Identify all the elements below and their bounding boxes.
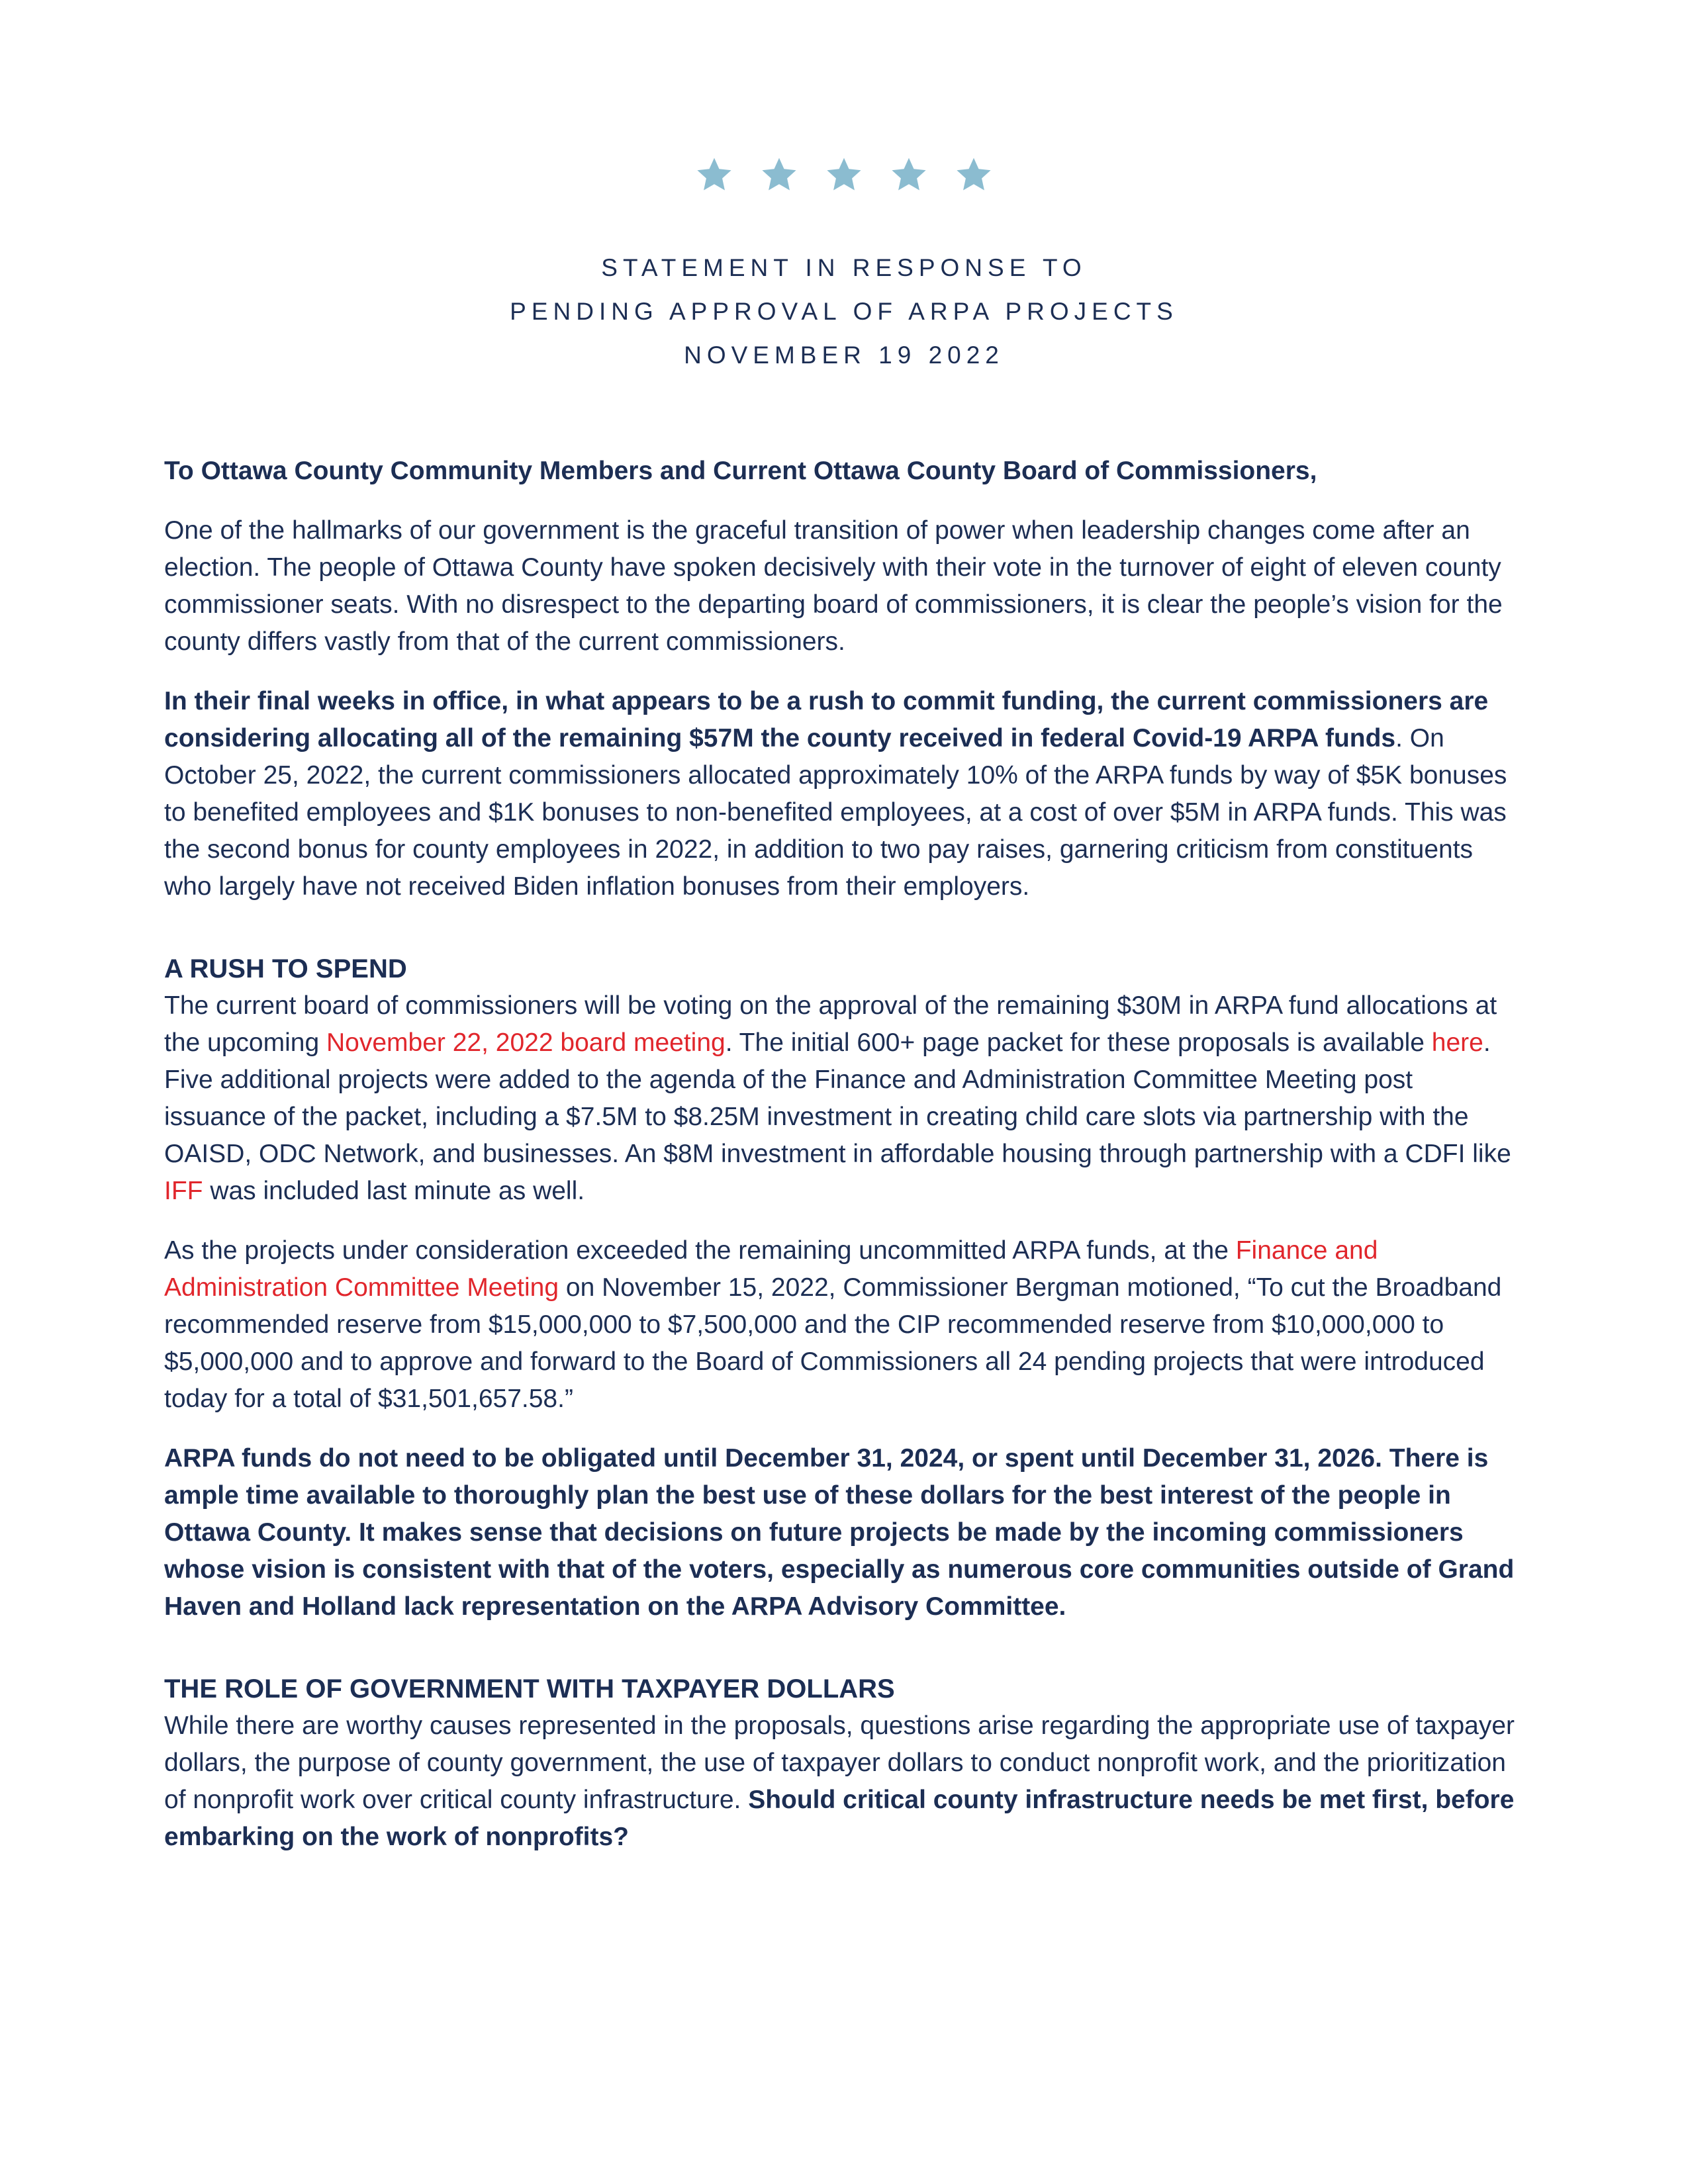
role-bold-question: Should critical county infrastructure needs be met first, before embarking on the work of nonprofits? [164,1786,1515,1851]
packet-here-link[interactable]: here [1431,1028,1483,1057]
rush-paragraph [164,987,1521,1210]
motion-text-2: on November 15, 2022, Commissioner Bergman motioned, “To cut the Broadband recommended reserve from $15,000,000 to $7,500,000 and the CIP recommended reserve from $10,000,000 to $5,000,000 and to approve and forward to the Board of Commissioners all 24 pending projects that were introduced today for a total of $31,501,657.58.” [164,1273,1502,1413]
header-line-1: STATEMENT IN RESPONSE TO [601,254,1087,281]
deadline-text-2: especially as numerous core communities outside of Grand Haven and Holland lack representation on the ARPA Advisory Committee. [164,1555,1515,1621]
rush-text-4: was included last minute as well. [203,1177,585,1205]
funding-paragraph [164,683,1521,905]
board-meeting-link[interactable]: November 22, 2022 board meeting [326,1028,726,1057]
deadline-text-1: ARPA funds do not need to be obligated until December 31, 2024, or spent until December 31, 2026. There is ample time available to thoroughly plan the best use of these dollars for the best interest of the people in Ottawa County. It makes sense that decisions on future projects be made by the incoming commissioners whose vision is consistent with that of the voters, [164,1444,1489,1584]
motion-paragraph [164,1232,1521,1418]
funding-bold-text: In their final weeks in office, in what appears to be a rush to commit funding, the current commissioners are considering allocating all of the remaining $57M the county received in federal Covid-19 ARPA funds [164,687,1489,752]
iff-link[interactable]: IFF [164,1177,203,1205]
rush-text-1: The current board of commissioners will be voting on the approval of the remaining $30M in ARPA fund allocations at the upcoming [164,991,1497,1057]
document-body [164,453,1521,1856]
role-paragraph [164,1707,1521,1856]
document-header [0,246,1688,377]
intro-paragraph: One of the hallmarks of our government is the graceful transition of power when leadership changes come after an election. The people of Ottawa County have spoken decisively with their vote in the turnover of eight of eleven county commissioner seats. With no disrespect to the departing board of commissioners, it is clear the people’s vision for the county differs vastly from that of the current commissioners. [164,516,1503,656]
role-text: While there are worthy causes represented in the proposals, questions arise regarding the appropriate use of taxpayer dollars, the purpose of county government, the use of taxpayer dollars to conduct nonprofit work, and the prioritization of nonprofit work over critical county infrastructure. [164,1711,1515,1814]
star-icon [955,156,993,194]
rush-text-3: . Five additional projects were added to the agenda of the Finance and Administration Committee Meeting post issuance of the packet, including a $7.5M to $8.25M investment in creating child care slots via partnership with the OAISD, ODC Network, and businesses. An $8M investment in affordable housing through partnership with a CDFI like [164,1028,1511,1168]
committee-meeting-link[interactable]: Finance and Administration Committee Meeting [164,1236,1378,1302]
funding-text: . On October 25, 2022, the current commissioners allocated approximately 10% of the ARPA funds by way of $5K bonuses to benefited employees and $1K bonuses to non-benefited employees, at a cost of over $5M in ARPA funds. This was the second bonus for county employees in 2022, in addition to two pay raises, garnering criticism from constituents who largely have not received Biden inflation bonuses from their employers. [164,724,1507,901]
deadline-paragraph [164,1440,1521,1625]
section-title-rush-to-spend: A RUSH TO SPEND [164,954,407,983]
motion-text-1: As the projects under consideration exceeded the remaining uncommitted ARPA funds, at the [164,1236,1236,1265]
section-title-role-of-government: THE ROLE OF GOVERNMENT WITH TAXPAYER DOLLARS [164,1674,895,1704]
star-icon [695,156,733,194]
salutation: To Ottawa County Community Members and Current Ottawa County Board of Commissioners, [164,457,1317,485]
star-icon [890,156,928,194]
header-line-3: NOVEMBER 19 2022 [684,341,1004,369]
rush-text-2: . The initial 600+ page packet for these proposals is available [725,1028,1432,1057]
star-icon [825,156,863,194]
star-icon [760,156,798,194]
header-line-2: PENDING APPROVAL OF ARPA PROJECTS [510,298,1178,325]
star-row [0,156,1688,194]
